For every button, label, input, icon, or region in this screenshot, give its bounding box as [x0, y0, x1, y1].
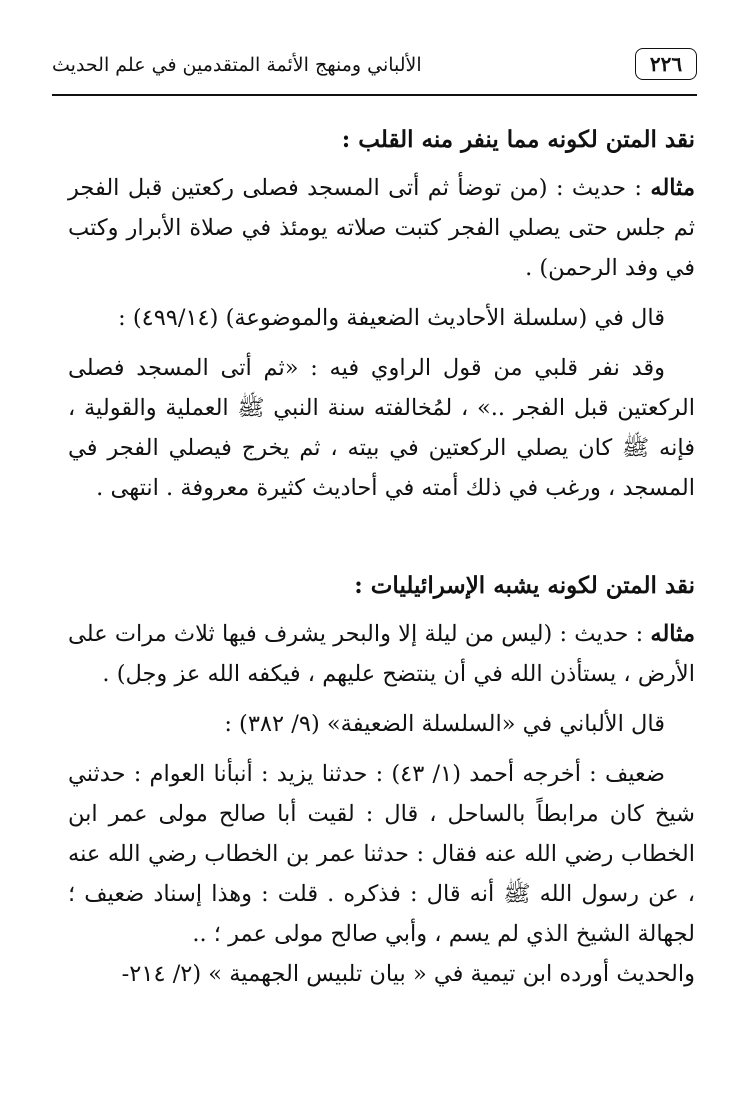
- quote-intro-2: قال الألباني في «السلسلة الضعيفة» (٩/ ٣٨٢) :: [224, 711, 665, 737]
- continuation-line: والحديث أورده ابن تيمية في « بيان تلبيس الجهمية » (٢/ ٢١٤-: [121, 961, 695, 987]
- example-text-1: : حديث : (من توضأ ثم أتى المسجد فصلى ركعتين قبل الفجر ثم جلس حتى يصلي الفجر كتبت صلاته يومئذ في صلاة الأبرار وكتب في وفد الرحمن) .: [68, 175, 695, 281]
- quote-text-2: ضعيف : أخرجه أحمد (١/ ٤٣) : حدثنا يزيد : أنبأنا العوام : حدثني شيخ كان مرابطاً بالساحل ، قال : لقيت أبا صالح مولى عمر ابن الخطاب رضي الله عنه فقال : حدثنا عمر بن الخطاب رضي الله عنه ، عن رسول الله ﷺ أنه قال : فذكره . قلت : وهذا إسناد ضعيف ؛ لجهالة الشيخ الذي لم يسم ، وأبي صالح مولى عمر ؛ ..: [68, 761, 695, 947]
- example-paragraph-2: [68, 614, 695, 694]
- section-heading-1: نقد المتن لكونه مما ينفر منه القلب :: [341, 126, 695, 153]
- page-body: [68, 120, 695, 994]
- running-title: الألباني ومنهج الأئمة المتقدمين في علم الحديث: [52, 54, 422, 76]
- page-number: ٢٢٦: [635, 48, 697, 80]
- header-rule: [52, 94, 697, 96]
- section-heading-2: نقد المتن لكونه يشبه الإسرائيليات :: [354, 572, 695, 599]
- example-text-2: : حديث : (ليس من ليلة إلا والبحر يشرف فيها ثلاث مرات على الأرض ، يستأذن الله في أن ينتضح عليهم ، فيكفه الله عز وجل) .: [68, 621, 695, 687]
- page-header: [52, 40, 697, 100]
- quote-text-1: وقد نفر قلبي من قول الراوي فيه : «ثم أتى المسجد فصلى الركعتين قبل الفجر ..» ، لمُخالفته سنة النبي ﷺ العملية والقولية ، فإنه ﷺ كان يصلي الركعتين في بيته ، ثم يخرج فيصلي الفجر في المسجد ، ورغب في ذلك أمته في أحاديث كثيرة معروفة . انتهى .: [68, 355, 695, 501]
- quote-intro-1: قال في (سلسلة الأحاديث الضعيفة والموضوعة) (٤٩٩/١٤) :: [118, 305, 665, 331]
- example-paragraph-1: [68, 168, 695, 288]
- example-label-1: مثاله: [650, 175, 695, 201]
- example-label-2: مثاله: [650, 621, 695, 647]
